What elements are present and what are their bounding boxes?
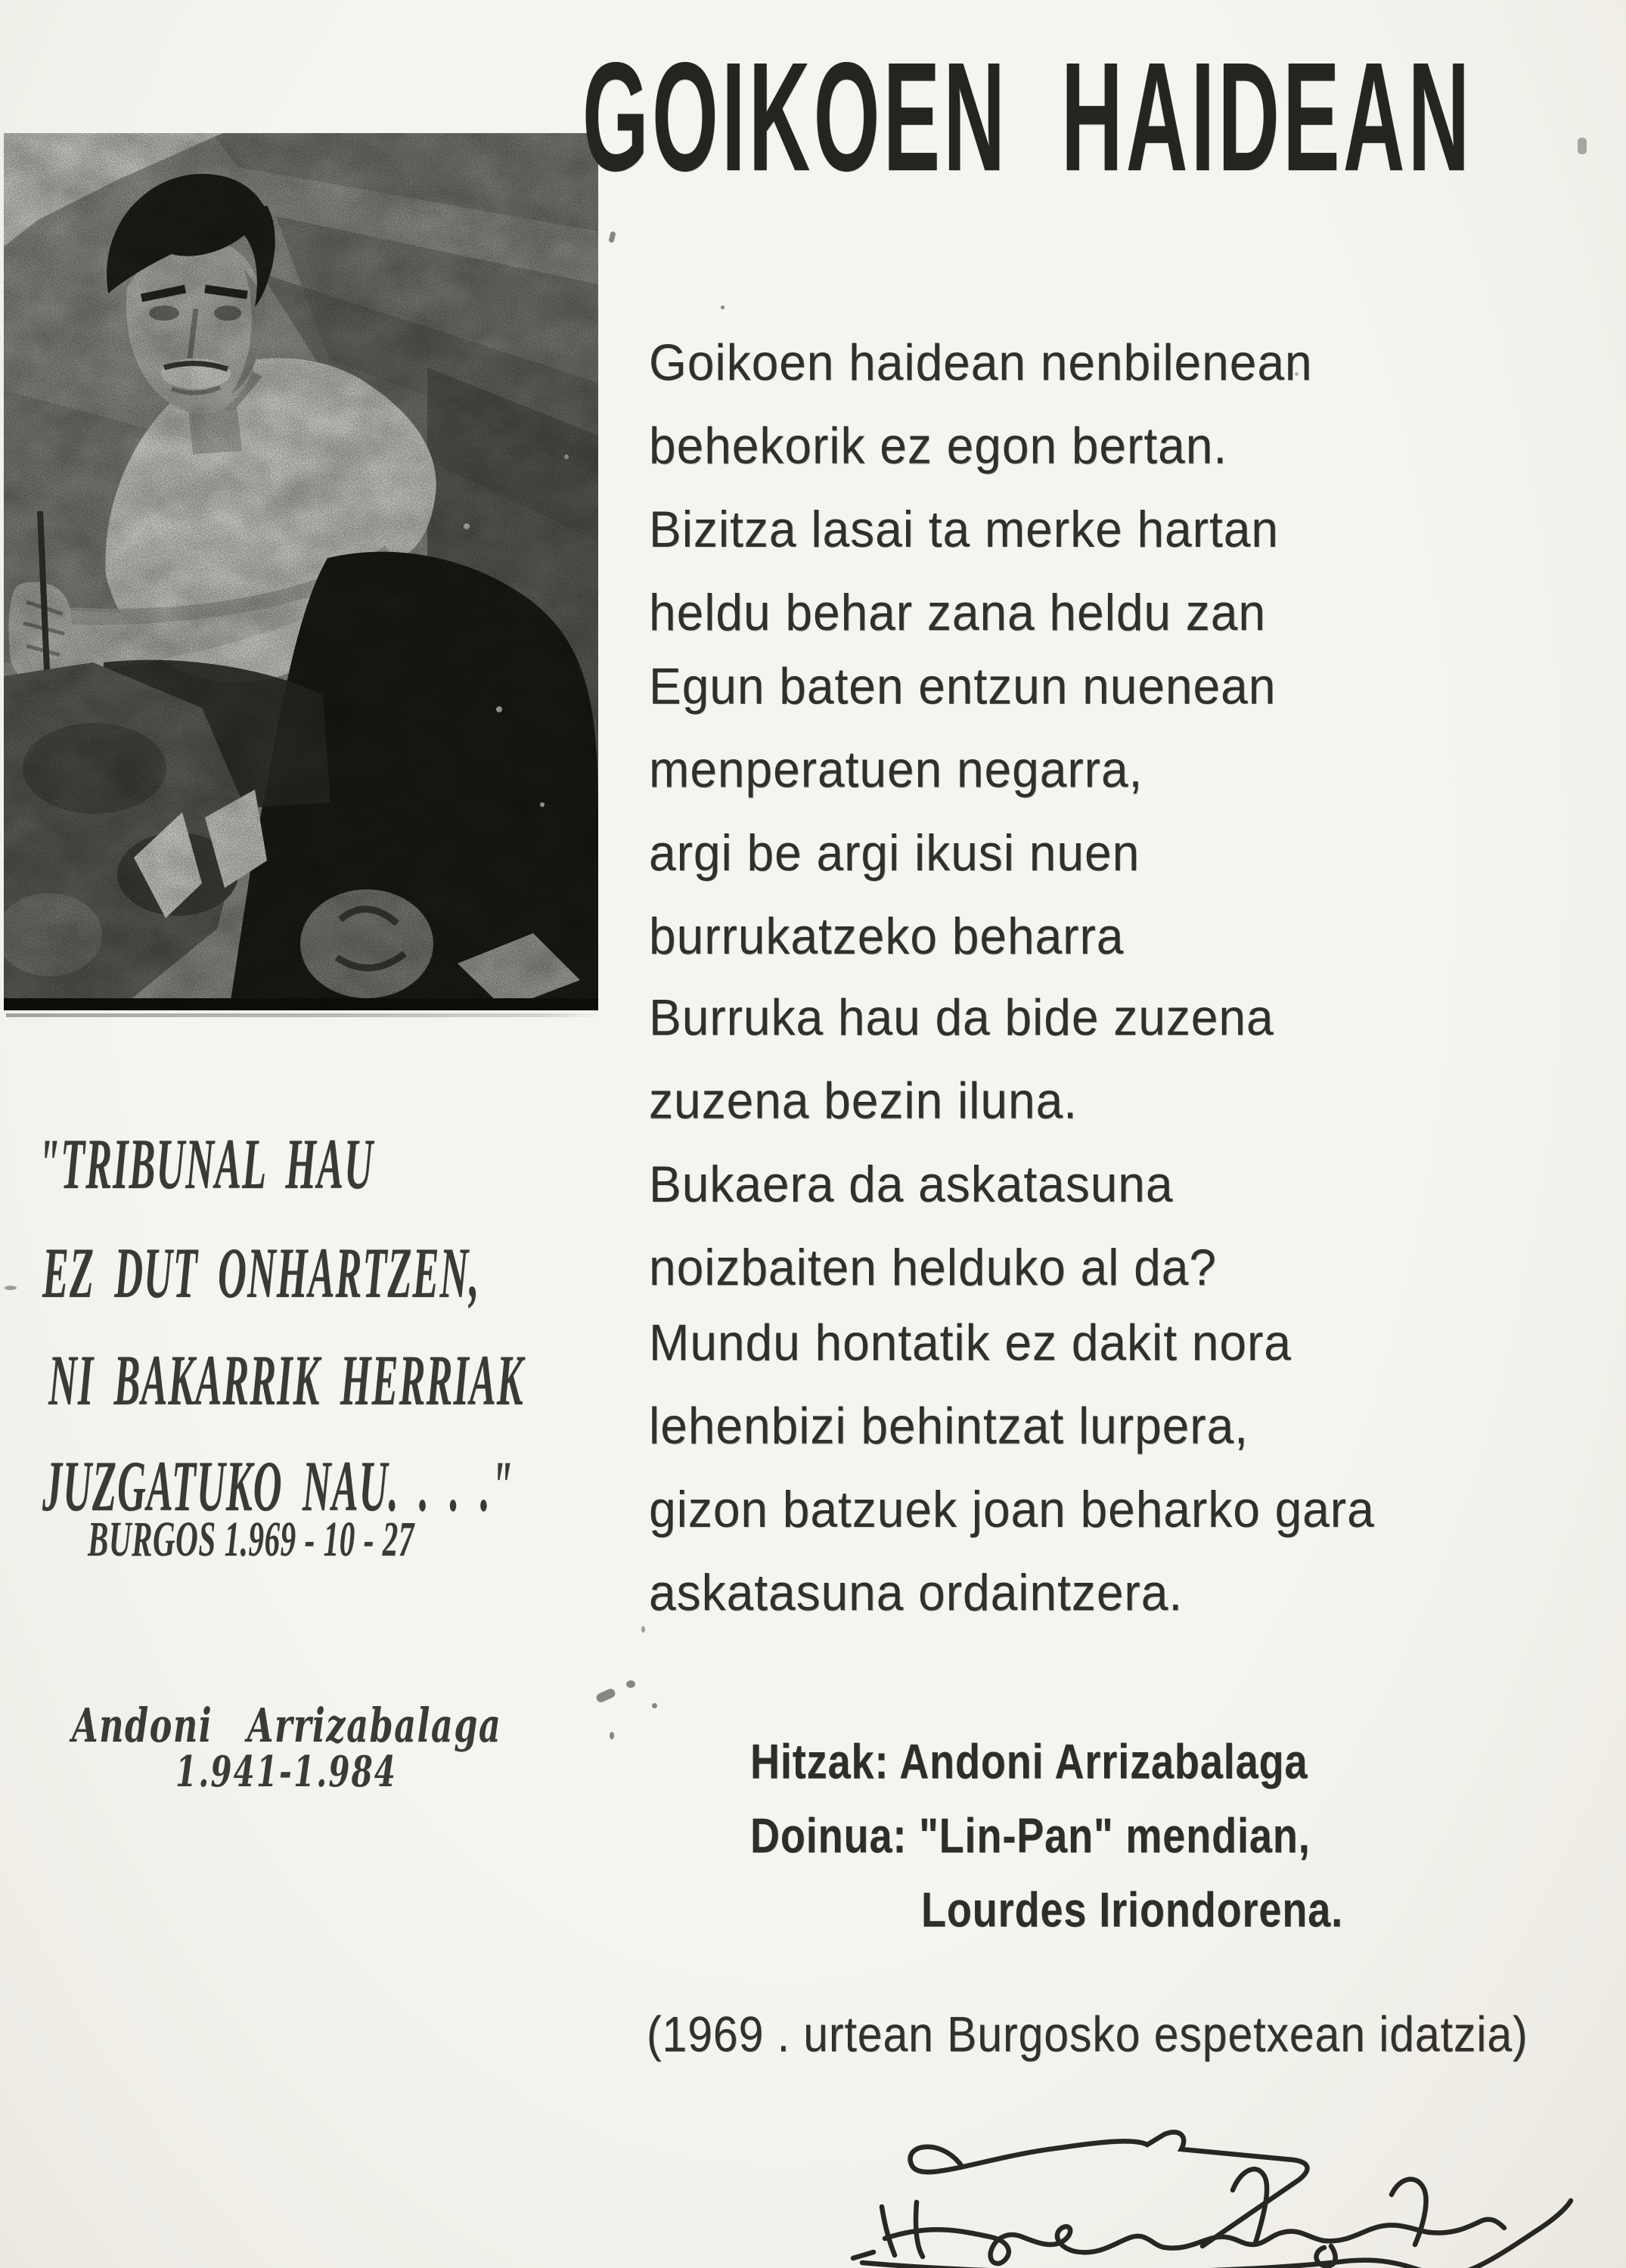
tribunal-quote-line: NI BAKARRIK HERRIAK [48, 1340, 524, 1420]
scan-speck [721, 306, 725, 309]
poem-line: askatasuna ordaintzera. [649, 1563, 1184, 1621]
photo-scan-line [6, 1013, 600, 1017]
quote-attribution: BURGOS 1.969 - 10 - 27 [88, 1512, 414, 1567]
page-title: GOIKOEN HAIDEAN [582, 30, 1473, 203]
poem-stanza-3 [649, 976, 1274, 1309]
scan-speck [608, 231, 616, 243]
poem-line: gizon batzuek joan beharko gara [649, 1480, 1375, 1538]
scan-speck [595, 1687, 617, 1704]
memorial-name: Andoni Arrizabalaga [72, 1698, 502, 1753]
poem-line: Mundu hontatik ez dakit nora [649, 1313, 1292, 1372]
photo-grain-texture [4, 133, 598, 1010]
credit-lyrics: Hitzak: Andoni Arrizabalaga [750, 1734, 1308, 1789]
poem-line: Burruka hau da bide zuzena [649, 988, 1274, 1047]
scan-speck [5, 1286, 17, 1290]
poem-line: Bukaera da askatasuna [649, 1155, 1174, 1213]
scan-speck [1578, 138, 1587, 154]
signature-descenders [1233, 2169, 1426, 2266]
tribunal-quote-line: "TRIBUNAL HAU [38, 1124, 374, 1204]
signature-handwritten [809, 2118, 1596, 2268]
poem-line: noizbaiten helduko al da? [649, 1238, 1217, 1296]
scan-speck [610, 1732, 614, 1739]
footer-note: (1969 . urtean Burgosko espetxean idatzia) [647, 2006, 1528, 2062]
tribunal-quote-line: JUZGATUKO NAU. . . ." [42, 1446, 514, 1526]
signature-top-flourish [911, 2132, 1308, 2246]
tribunal-quote-line: EZ DUT ONHARTZEN, [42, 1233, 480, 1313]
poem-line: zuzena bezin iluna. [649, 1072, 1078, 1130]
poem-line: Egun baten entzun nuenean [649, 656, 1277, 715]
scan-speck [652, 1703, 657, 1708]
signature-main-script [853, 2202, 1504, 2263]
memorial-dates: 1.941-1.984 [175, 1747, 398, 1797]
poem-line: burrukatzeko beharra [649, 907, 1125, 965]
poem-stanza-1 [649, 321, 1313, 654]
scan-speck [626, 1680, 635, 1688]
poem-stanza-2 [649, 644, 1276, 978]
poem-stanza-4 [649, 1301, 1375, 1634]
poem-line: heldu behar zana heldu zan [649, 583, 1266, 641]
scan-speck [1295, 372, 1299, 376]
scan-speck [641, 1626, 645, 1633]
credit-melody: Doinua: "Lin-Pan" mendian, [750, 1808, 1311, 1863]
credit-melody-author: Lourdes Iriondorena. [921, 1882, 1344, 1938]
poem-line: Goikoen haidean nenbilenean [649, 333, 1313, 392]
poem-line: Bizitza lasai ta merke hartan [649, 500, 1279, 558]
poem-line: menperatuen negarra, [649, 740, 1143, 799]
poem-line: argi be argi ikusi nuen [649, 824, 1140, 882]
poem-line: behekorik ez egon bertan. [649, 417, 1228, 475]
poem-line: lehenbizi behintzat lurpera, [649, 1397, 1249, 1455]
photo-man-on-mountainside [4, 133, 598, 1010]
